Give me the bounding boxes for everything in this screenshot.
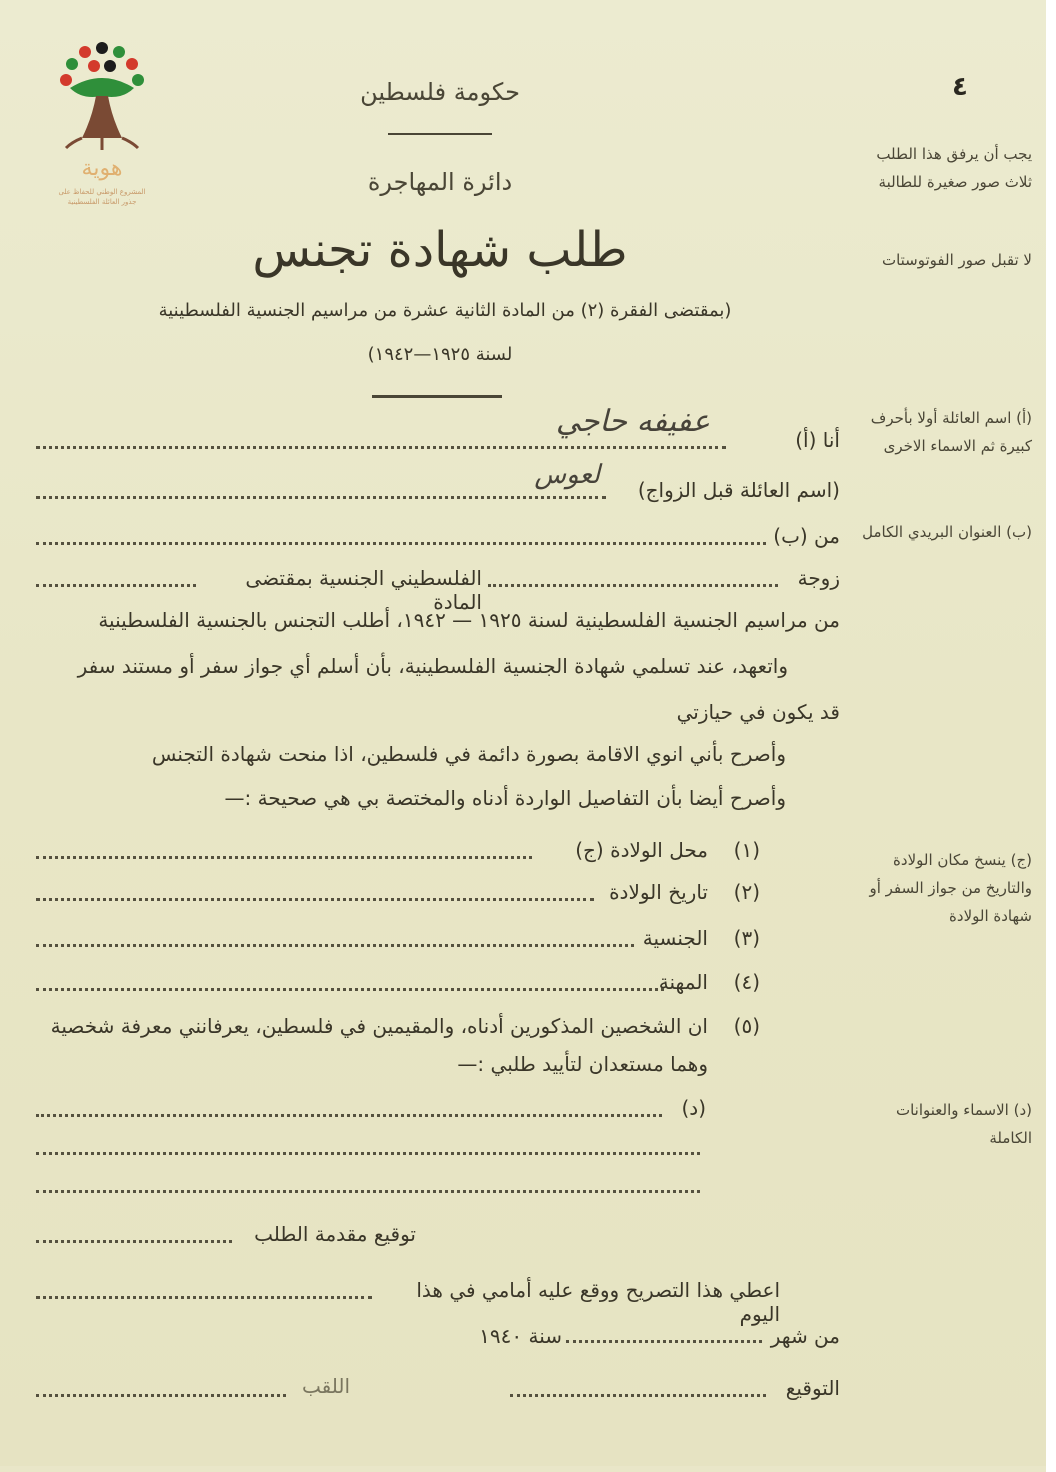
referee-line-1	[36, 1114, 662, 1117]
form-title: طلب شهادة تجنس	[252, 222, 628, 278]
note-photostat: لا تقبل صور الفوتوستات	[881, 251, 1032, 269]
logo-tagline-2: جذور العائلة الفلسطينية	[67, 198, 137, 206]
logo	[52, 38, 152, 220]
maiden-name-label: (اسم العائلة قبل الزواج)	[637, 478, 840, 502]
title-line	[36, 1394, 286, 1397]
item-3-label: الجنسية	[642, 926, 708, 950]
signing-label: التوقيع	[785, 1376, 840, 1400]
article-line	[36, 584, 196, 587]
name-label: أنا (أ)	[795, 428, 840, 452]
name-line	[36, 446, 726, 449]
wife-mid-text: الفلسطيني الجنسية بمقتضى المادة	[245, 566, 482, 614]
subtitle-line-1: (بمقتضى الفقرة (٢) من المادة الثانية عشرة من مراسيم الجنسية الفلسطينية	[158, 300, 732, 321]
referee-line-2	[36, 1152, 700, 1155]
paragraph-1: من مراسيم الجنسية الفلسطينية لسنة ١٩٢٥ — ١٩٤٢، أطلب التجنس بالجنسية الفلسطينية	[98, 608, 840, 632]
corner-mark: ٤	[952, 72, 968, 102]
item-1-label: محل الولادة (ج)	[575, 838, 708, 862]
item-5-number: (٥)	[733, 1014, 760, 1038]
item-2-line	[36, 898, 594, 901]
paragraph-4: وأصرح بأني انوي الاقامة بصورة دائمة في فلسطين، اذا منحت شهادة التجنس	[151, 742, 786, 766]
year-label: سنة ١٩٤٠	[479, 1324, 562, 1348]
wife-label: زوجة	[797, 566, 840, 590]
department-heading: دائرة المهاجرة	[367, 168, 513, 196]
family-tree-logo-icon	[52, 38, 152, 158]
signing-line	[510, 1394, 766, 1397]
month-label: من شهر	[770, 1324, 840, 1348]
item-3-number: (٣)	[733, 926, 760, 950]
maiden-name-line	[36, 496, 606, 499]
paragraph-3: قد يكون في حيازتي	[676, 700, 840, 724]
subtitle-line-2: لسنة ١٩٢٥—١٩٤٢)	[367, 344, 513, 365]
item-4-label: المهنة	[658, 970, 708, 994]
declaration-text: اعطي هذا التصريح ووقع عليه أمامي في هذا اليوم	[416, 1278, 780, 1326]
maiden-name-value: لعوس	[534, 460, 600, 490]
from-label: من (ب)	[773, 524, 840, 548]
item-4-line	[36, 988, 664, 991]
logo-name: هوية	[81, 156, 123, 181]
item-4-number: (٤)	[733, 970, 760, 994]
item-1-number: (١)	[733, 838, 760, 862]
referees-label: (د)	[681, 1096, 706, 1120]
note-a: (أ) اسم العائلة أولا بأحرف كبيرة ثم الاسماء الاخرى	[870, 409, 1032, 455]
item-2-label: تاريخ الولادة	[609, 880, 708, 904]
item-5-line-1: ان الشخصين المذكورين أدناه، والمقيمين في فلسطين، يعرفانني معرفة شخصية	[50, 1014, 708, 1038]
government-heading: حكومة فلسطين	[360, 78, 520, 106]
applicant-signature-line	[36, 1240, 232, 1243]
header-rule	[388, 133, 492, 135]
logo-tagline-1: المشروع الوطني للحفاظ على	[58, 188, 146, 196]
paragraph-5: وأصرح أيضا بأن التفاصيل الواردة أدناه والمختصة بي هي صحيحة :—	[224, 786, 786, 810]
item-1-line	[36, 856, 532, 859]
applicant-signature-label: توقيع مقدمة الطلب	[254, 1222, 416, 1246]
note-b: (ب) العنوان البريدي الكامل	[862, 523, 1032, 541]
note-d: (د) الاسماء والعنوانات الكاملة	[895, 1101, 1032, 1147]
item-3-line	[36, 944, 634, 947]
subtitle-rule	[372, 395, 502, 398]
title-label: اللقب	[301, 1374, 350, 1398]
name-value: عفيفه حاجي	[555, 404, 710, 439]
page-edge	[1046, 0, 1056, 1472]
item-2-number: (٢)	[733, 880, 760, 904]
month-line	[566, 1340, 762, 1343]
note-photos: يجب أن يرفق هذا الطلب ثلاث صور صغيرة للطالبة	[876, 145, 1032, 191]
note-c: (ج) ينسخ مكان الولادة والتاريخ من جواز السفر أو شهادة الولادة	[869, 851, 1032, 925]
paragraph-2: واتعهد، عند تسلمي شهادة الجنسية الفلسطينية، بأن أسلم أي جواز سفر أو مستند سفر	[77, 654, 788, 678]
declaration-line	[36, 1296, 372, 1299]
referee-line-3	[36, 1190, 700, 1193]
husband-name-line	[488, 584, 778, 587]
address-line	[36, 542, 766, 545]
item-5-line-2: وهما مستعدان لتأييد طلبي :—	[457, 1052, 708, 1076]
